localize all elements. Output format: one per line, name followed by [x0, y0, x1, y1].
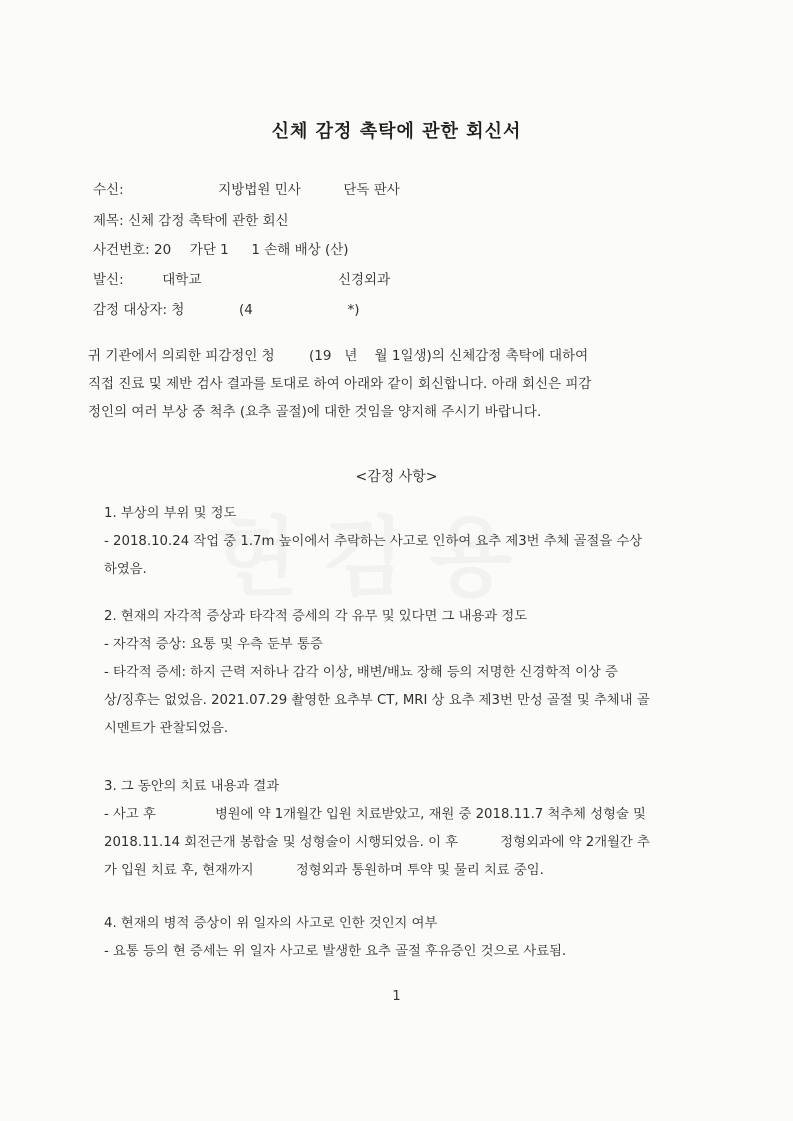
item-line: - 타각적 증세: 하지 근력 저하나 감각 이상, 배변/배뇨 장해 등의 저명한 신경학적 이상 증	[104, 665, 618, 680]
sender-university: 대학교	[162, 272, 202, 288]
item-heading: 1. 부상의 부위 및 정도	[104, 506, 237, 521]
item-line: 2018.11.14 회전근개 봉합술 및 성형술이 시행되었음. 이 후 정형외과에 약 2개월간 추	[104, 835, 650, 850]
subject-line	[93, 209, 289, 229]
subject-person-label: 감정 대상자:	[93, 302, 168, 318]
case-rest: 1 손해 배상 (산)	[251, 242, 349, 258]
item-4	[104, 910, 724, 966]
sender-department: 신경외과	[337, 272, 391, 288]
recipient-label: 수신:	[93, 182, 124, 198]
item-3	[104, 773, 724, 885]
section-heading: <감정 사항>	[355, 469, 438, 485]
page-number: 1	[392, 989, 401, 1004]
item-line: 하였음.	[104, 562, 147, 577]
item-heading: 4. 현재의 병적 증상이 위 일자의 사고로 인한 것인지 여부	[104, 916, 438, 931]
subject-text: 신체 감정 촉탁에 관한 회신	[127, 213, 289, 229]
subject-person-name: 청	[171, 302, 185, 318]
subject-person-age: (4	[238, 302, 253, 318]
case-label: 사건번호:	[93, 242, 150, 258]
item-2	[104, 603, 724, 743]
subject-person-line	[93, 298, 359, 318]
item-line: - 요통 등의 현 증세는 위 일자 사고로 발생한 요추 골절 후유증인 것으로 사료됨.	[104, 944, 567, 959]
item-line: - 사고 후 병원에 약 1개월간 입원 치료받았고, 재원 중 2018.11.7 척추체 성형술 및	[104, 807, 646, 822]
intro-line: 귀 기관에서 의뢰한 피감정인 청 (19 년 월 1일생)의 신체감정 촉탁에 대하여	[88, 348, 589, 364]
item-line: - 2018.10.24 작업 중 1.7m 높이에서 추락하는 사고로 인하여 요추 제3번 추체 골절을 수상	[104, 534, 643, 549]
item-line: 상/징후는 없었음. 2021.07.29 촬영한 요추부 CT, MRI 상 요추 제3번 만성 골절 및 추체내 골	[104, 693, 650, 708]
intro-line: 직접 진료 및 제반 검사 결과를 토대로 하여 아래와 같이 회신합니다. 아래 회신은 피감	[88, 376, 592, 392]
item-1	[104, 500, 724, 584]
sender-label: 발신:	[93, 272, 124, 288]
document-title: 신체 감정 촉탁에 관한 회신서	[271, 121, 522, 142]
recipient-line	[93, 178, 400, 198]
item-heading: 3. 그 동안의 치료 내용과 결과	[104, 779, 280, 794]
recipient-court: 지방법원 민사	[218, 182, 301, 198]
item-heading: 2. 현재의 자각적 증상과 타각적 증세의 각 유무 및 있다면 그 내용과 정도	[104, 609, 528, 624]
recipient-judge: 단독 판사	[343, 182, 400, 198]
case-type: 가단 1	[189, 242, 229, 258]
item-line: 시멘트가 관찰되었음.	[104, 721, 229, 736]
subject-person-close: *)	[347, 302, 360, 318]
intro-paragraph	[88, 342, 718, 426]
subject-label: 제목:	[93, 213, 124, 229]
case-number-line	[93, 238, 349, 258]
item-line: - 자각적 증상: 요통 및 우측 둔부 통증	[104, 637, 323, 652]
intro-line: 정인의 여러 부상 중 척추 (요추 골절)에 대한 것임을 양지해 주시기 바랍니다.	[88, 404, 542, 420]
case-year: 20	[154, 242, 172, 258]
item-line: 가 입원 치료 후, 현재까지 정형외과 통원하며 투약 및 물리 치료 중임.	[104, 863, 544, 878]
sender-line	[93, 268, 390, 288]
